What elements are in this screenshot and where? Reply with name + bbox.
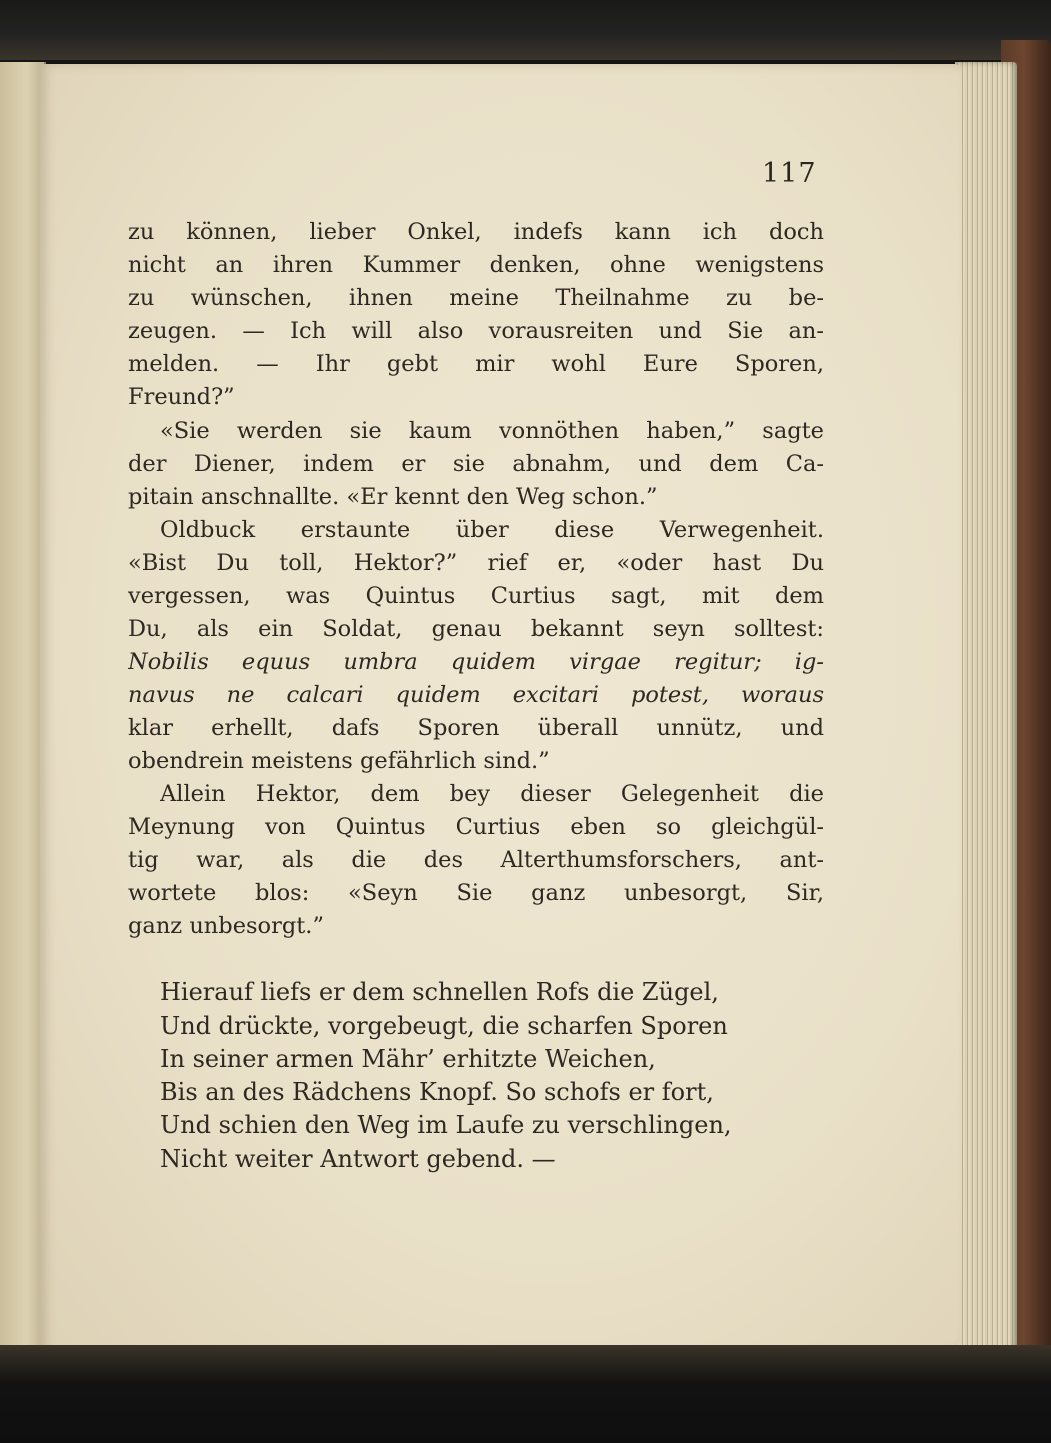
text-line: nicht an ihren Kummer denken, ohne wenigstens bbox=[128, 252, 824, 278]
text-line: der Diener, indem er sie abnahm, und dem Ca- bbox=[128, 451, 824, 477]
text-line: zeugen. — Ich will also vorausreiten und Sie an- bbox=[128, 318, 824, 344]
page-number: 117 bbox=[762, 158, 817, 189]
text-line: obendrein meistens gefährlich sind.” bbox=[128, 748, 550, 774]
verse-line: In seiner armen Mähr’ erhitzte Weichen, bbox=[160, 1045, 656, 1073]
text-line: «Bist Du toll, Hektor?” rief er, «oder hast Du bbox=[128, 550, 824, 576]
text-line: pitain anschnallte. «Er kennt den Weg schon.” bbox=[128, 484, 658, 510]
text-line: «Sie werden sie kaum vonnöthen haben,” sagte bbox=[160, 418, 824, 444]
verse-line: Und schien den Weg im Laufe zu verschlingen, bbox=[160, 1111, 732, 1139]
bottom-shadow bbox=[0, 1345, 1051, 1443]
text-line: zu können, lieber Onkel, indefs kann ich doch bbox=[128, 219, 824, 245]
text-line: wortete blos: «Seyn Sie ganz unbesorgt, Sir, bbox=[128, 880, 824, 906]
text-line: vergessen, was Quintus Curtius sagt, mit dem bbox=[128, 583, 824, 609]
text-line: zu wünschen, ihnen meine Theilnahme zu be- bbox=[128, 285, 824, 311]
text-line-latin: Nobilis equus umbra quidem virgae regitur; ig- bbox=[128, 649, 824, 675]
book-binding-top bbox=[0, 0, 1051, 60]
verse-line: Bis an des Rädchens Knopf. So schofs er fort, bbox=[160, 1078, 714, 1106]
verse-line: Nicht weiter Antwort gebend. — bbox=[160, 1145, 556, 1173]
text-line: Meynung von Quintus Curtius eben so gleichgül- bbox=[128, 814, 824, 840]
text-line: melden. — Ihr gebt mir wohl Eure Sporen, bbox=[128, 351, 824, 377]
text-line: Freund?” bbox=[128, 384, 235, 410]
verse-line: Hierauf liefs er dem schnellen Rofs die Zügel, bbox=[160, 978, 719, 1006]
verse-line: Und drückte, vorgebeugt, die scharfen Sporen bbox=[160, 1012, 728, 1040]
text-line: Oldbuck erstaunte über diese Verwegenheit. bbox=[160, 517, 824, 543]
text-line: tig war, als die des Alterthumsforschers, ant- bbox=[128, 847, 824, 873]
text-line: Du, als ein Soldat, genau bekannt seyn solltest: bbox=[128, 616, 824, 642]
text-line: ganz unbesorgt.” bbox=[128, 913, 324, 939]
text-line: Allein Hektor, dem bey dieser Gelegenheit die bbox=[160, 781, 824, 807]
text-line: klar erhellt, dafs Sporen überall unnütz, und bbox=[128, 715, 824, 741]
text-line-latin: navus ne calcari quidem excitari potest, woraus bbox=[128, 682, 824, 708]
page-block-edges bbox=[955, 62, 1017, 1362]
